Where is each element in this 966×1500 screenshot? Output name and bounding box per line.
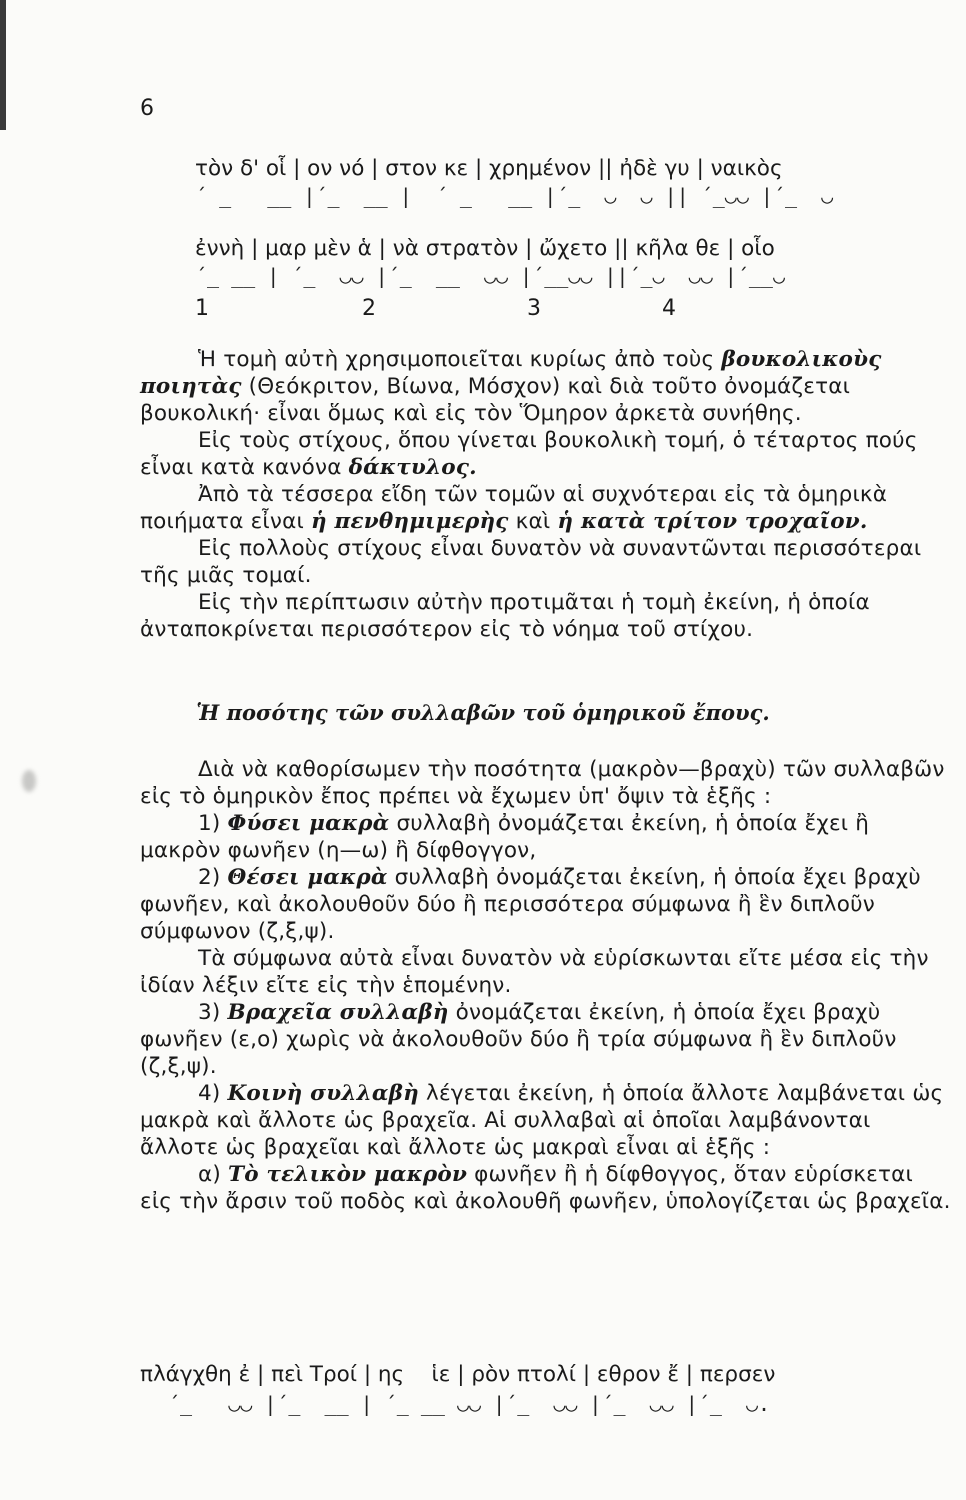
section-heading: Ἡ ποσότης τῶν συλλαβῶν τοῦ ὁμηρικοῦ ἔπους. [196,700,770,725]
verse-2-meter: ´_ __ | ´_ ◡◡ |´_ __ ◡◡ |´__◡◡ ||´_◡ ◡◡ |´__◡ [195,264,786,288]
rule-4: 4) Κοινὴ συλλαβὴ λέγεται ἐκείνη, ἡ ὁποία ἄλλοτε λαμβάνεται ὡς μακρὰ καὶ ἄλλοτε ὡς βραχεῖα. Αἱ συλλαβαὶ αἱ ὁποῖαι λαμβάνονται ἄλλοτε ὡς βραχεῖαι καὶ ἄλλοτε ὡς μακραὶ εἶναι αἱ ἑξῆς : [140,1081,944,1160]
paragraph-5: Εἰς τὴν περίπτωσιν αὐτὴν προτιμᾶται ἡ τομὴ ἐκείνη, ἡ ὁποία ἀνταποκρίνεται περισσότερον εἰς τὸ νόημα τοῦ στίχου. [140,590,870,642]
verse-3-text: πλάγχθη ἐ | πεὶ Τροί | ης ἱε | ρὸν πτολί | εθρον ἔ | περσεν [140,1362,776,1387]
verse-2-text: ἐννὴ | μαρ μὲν ἁ | νὰ στρατὸν | ὤχετο || κῆλα θε | οἷο [195,236,775,261]
paragraph-1: Ἡ τομὴ αὐτὴ χρησιμοποιεῖται κυρίως ἀπὸ τοὺς βουκολικοὺς ποιητὰς (Θεόκριτον, Βίωνα, Μόσχον) καὶ διὰ τοῦτο ὀνομάζεται βουκολική· εἶναι ὅμως καὶ εἰς τὸν Ὅμηρον ἀρκετὰ συνήθης. [140,347,882,426]
paragraph-3: Ἀπὸ τὰ τέσσερα εἴδη τῶν τομῶν αἱ συχνότεραι εἰς τὰ ὁμηρικὰ ποιήματα εἶναι ἡ πενθημιμερὴς καὶ ἡ κατὰ τρίτον τροχαῖον. [140,482,888,534]
rule-3: 3) Βραχεῖα συλλαβὴ ὀνομάζεται ἐκείνη, ἡ ὁποία ἔχει βραχὺ φωνῆεν (ε,ο) χωρὶς νὰ ἀκολουθοῦν δύο ἢ τρία σύμφωνα ἢ ἓν διπλοῦν (ζ,ξ,ψ). [140,1000,897,1079]
foot-number-3: 3 [527,296,541,321]
verse-1-meter: ´ _ __ |´_ __ | ´ _ __ |´_ ◡ ◡ || ´_◡◡ |´_ ◡ [195,184,834,208]
scan-blot [22,770,36,792]
caesura-paragraphs [140,346,952,643]
quantity-section [140,756,952,1215]
rule-2-note: Τὰ σύμφωνα αὐτὰ εἶναι δυνατὸν νὰ εὑρίσκωνται εἴτε μέσα εἰς τὴν ἰδίαν λέξιν εἴτε εἰς τὴν ἑπομένην. [140,946,929,998]
verse-3-meter: ´_ ◡◡ |´_ __ | ´_ __ ◡◡ |´_ ◡◡ |´_ ◡◡ |´_ ◡. [168,1392,771,1416]
foot-number-4: 4 [662,296,676,321]
foot-number-1: 1 [195,296,209,321]
rule-a: α) Τὸ τελικὸν μακρὸν φωνῆεν ἢ ἡ δίφθογγος, ὅταν εὑρίσκεται εἰς τὴν ἄρσιν τοῦ ποδὸς καὶ ἀκολουθῆ φωνῆεν, ὑπολογίζεται ὡς βραχεῖα. [140,1162,951,1214]
page-number: 6 [140,96,154,121]
paragraph-2: Εἰς τοὺς στίχους, ὅπου γίνεται βουκολικὴ τομή, ὁ τέταρτος πούς εἶναι κατὰ κανόνα δάκτυλος. [140,428,918,480]
verse-1-text: τὸν δ' οἷ | ον νό | στον κε | χρημένον || ἠδὲ γυ | ναικὸς [195,156,783,181]
section-intro: Διὰ νὰ καθορίσωμεν τὴν ποσότητα (μακρὸν—βραχὺ) τῶν συλλαβῶν εἰς τὸ ὁμηρικὸν ἔπος πρέπει νὰ ἔχωμεν ὑπ' ὄψιν τὰ ἑξῆς : [140,757,945,809]
rule-1: 1) Φύσει μακρὰ συλλαβὴ ὀνομάζεται ἐκείνη, ἡ ὁποία ἔχει ἢ μακρὸν φωνῆεν (η—ω) ἢ δίφθογγον, [140,811,870,863]
scan-edge-shadow [0,0,6,130]
rule-2: 2) Θέσει μακρὰ συλλαβὴ ὀνομάζεται ἐκείνη, ἡ ὁποία ἔχει βραχὺ φωνῆεν, καὶ ἀκολουθοῦν δύο ἢ περισσότερα σύμφωνα ἢ ἓν διπλοῦν σύμφωνον (ζ,ξ,ψ). [140,865,921,944]
foot-number-2: 2 [362,296,376,321]
paragraph-4: Εἰς πολλοὺς στίχους εἶναι δυνατὸν νὰ συναντῶνται περισσότεραι τῆς μιᾶς τομαί. [140,536,922,588]
